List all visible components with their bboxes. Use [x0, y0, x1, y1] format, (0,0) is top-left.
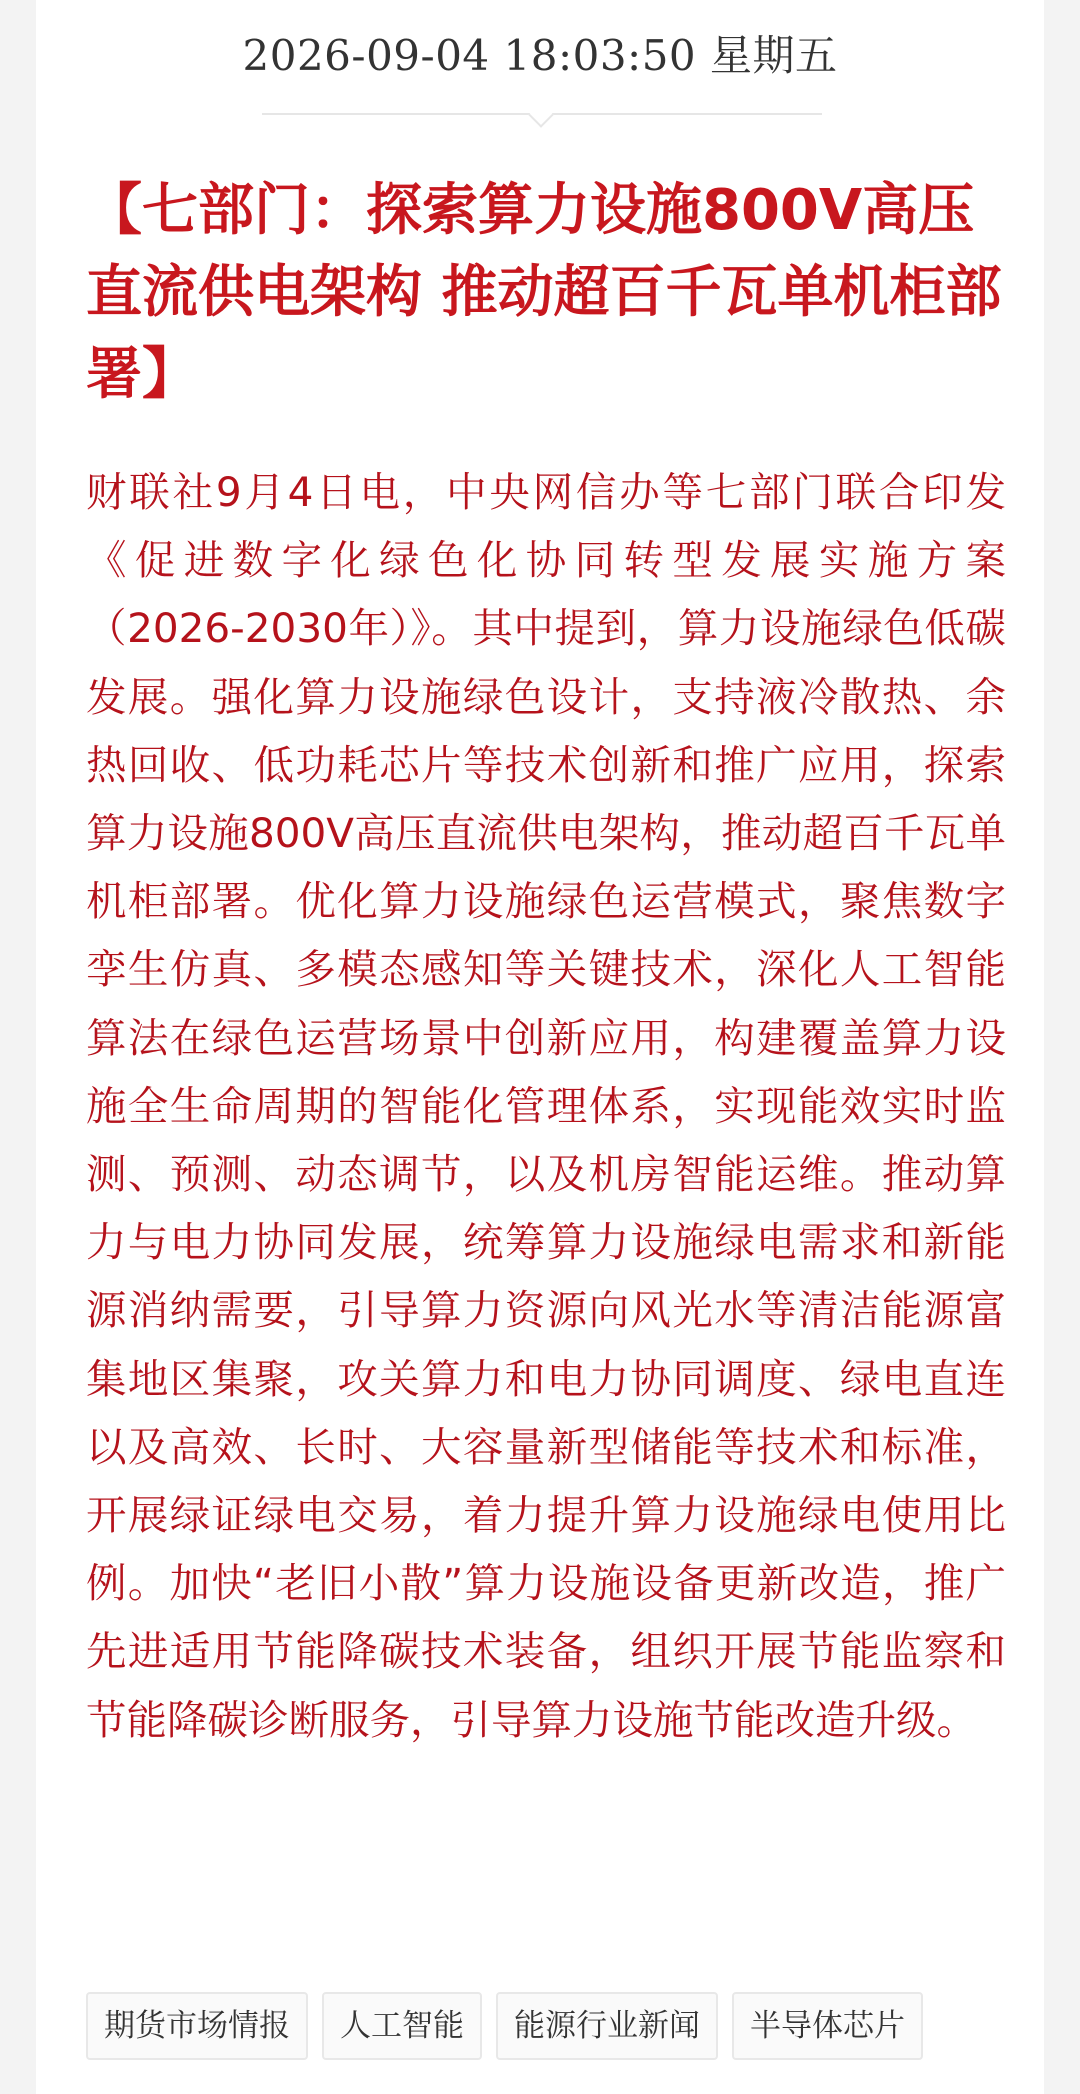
article-card: [36, 0, 1044, 2094]
tag-futures-market[interactable]: 期货市场情报: [86, 1992, 308, 2060]
timestamp-row: [36, 26, 1044, 86]
tag-artificial-intelligence[interactable]: 人工智能: [322, 1992, 482, 2060]
tag-list: [86, 1992, 923, 2060]
tag-semiconductor-chips[interactable]: 半导体芯片: [732, 1992, 923, 2060]
article-body: 财联社9月4日电，中央网信办等七部门联合印发《促进数字化绿色化协同转型发展实施方案（2026-2030年）》。其中提到，算力设施绿色低碳发展。强化算力设施绿色设计，支持液冷散热、余热回收、低功耗芯片等技术创新和推广应用，探索算力设施800V高压直流供电架构，推动超百千瓦单机柜部署。优化算力设施绿色运营模式，聚焦数字孪生仿真、多模态感知等关键技术，深化人工智能算法在绿色运营场景中创新应用，构建覆盖算力设施全生命周期的智能化管理体系，实现能效实时监测、预测、动态调节，以及机房智能运维。推动算力与电力协同发展，统筹算力设施绿电需求和新能源消纳需要，引导算力资源向风光水等清洁能源富集地区集聚，攻关算力和电力协同调度、绿电直连以及高效、长时、大容量新型储能等技术和标准，开展绿证绿电交易，着力提升算力设施绿电使用比例。加快“老旧小散”算力设施设备更新改造，推广先进适用节能降碳技术装备，组织开展节能监察和节能降碳诊断服务，引导算力设施节能改造升级。: [86, 468, 1006, 1744]
article-timestamp: 2026-09-04 18:03:50 星期五: [242, 31, 838, 80]
article-headline: 【七部门：探索算力设施800V高压直流供电架构 推动超百千瓦单机柜部署】: [86, 178, 1002, 407]
divider-notch-icon: [528, 102, 553, 127]
tag-energy-industry-news[interactable]: 能源行业新闻: [496, 1992, 718, 2060]
